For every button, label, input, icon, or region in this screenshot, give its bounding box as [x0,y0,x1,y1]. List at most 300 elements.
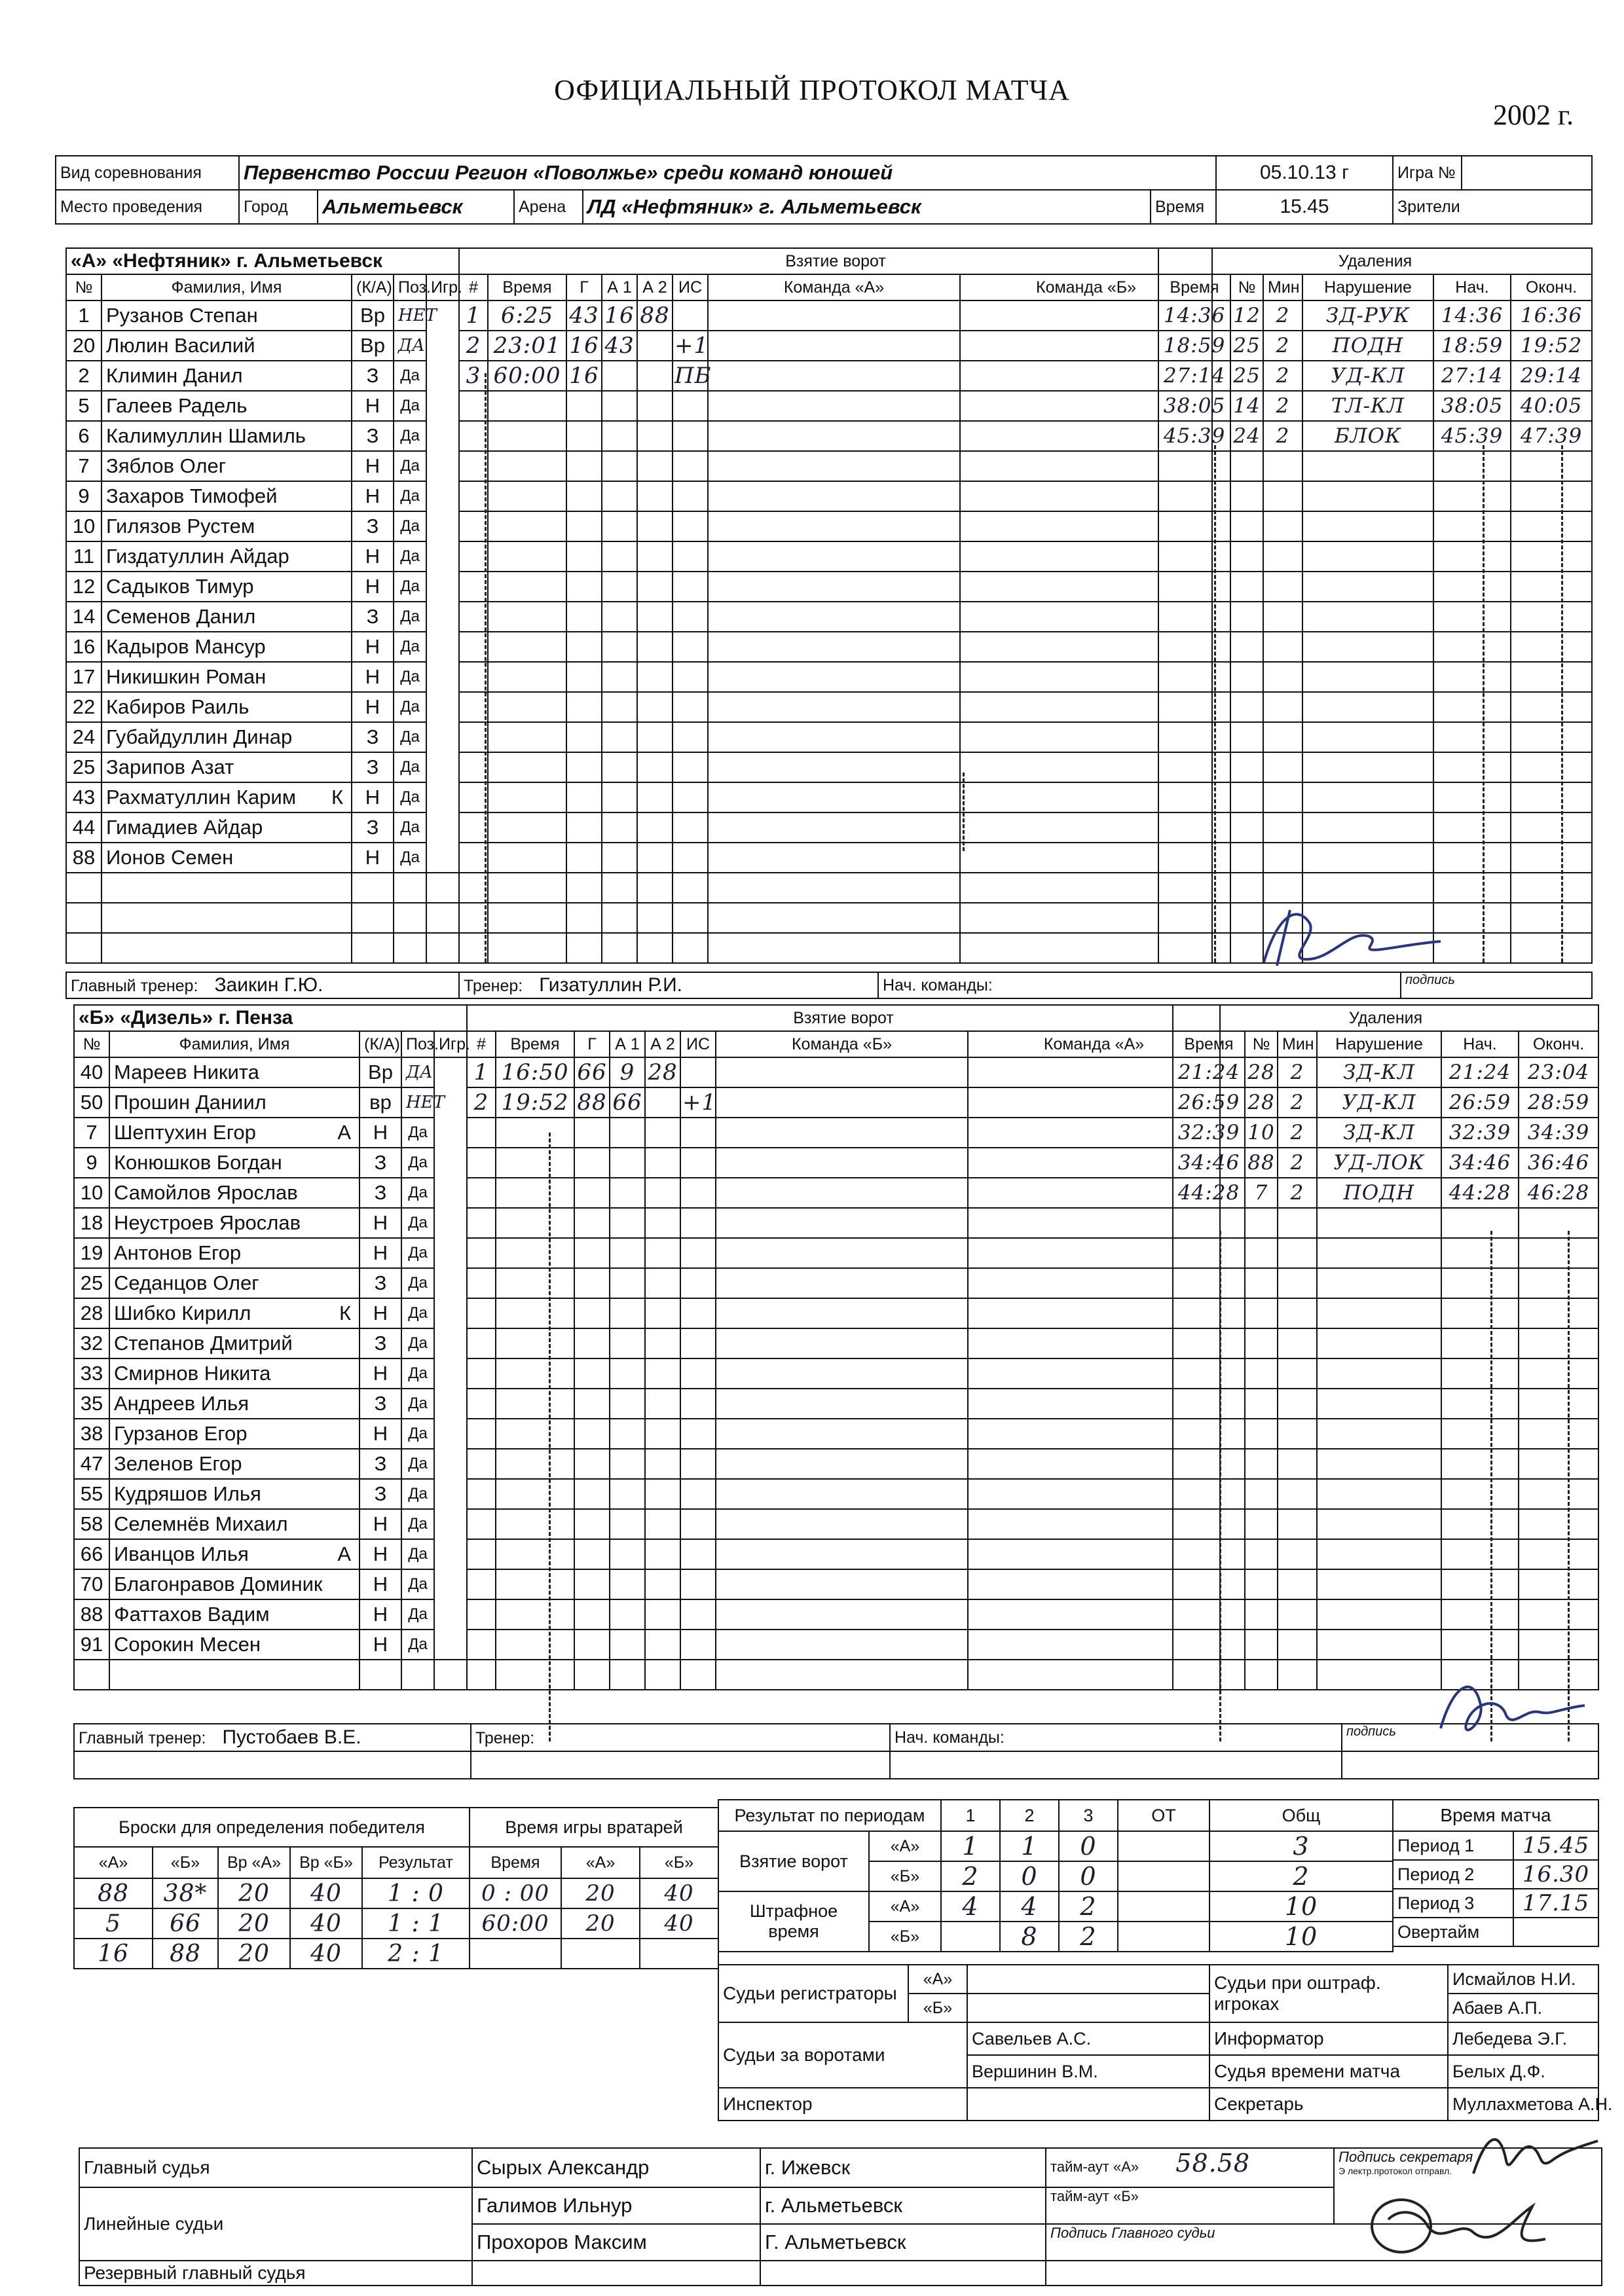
player-number: 6 [66,421,101,451]
player-row [66,391,459,421]
goalie-cell: 60:00 [470,1908,561,1939]
penalty-s [1441,1569,1519,1599]
player-name [101,602,352,632]
penalty-row [1173,1328,1598,1358]
city-label: Город [239,190,318,224]
player-row [66,812,459,843]
goal-a1 [602,843,637,873]
period-results-table [718,1799,1393,1952]
goal-judge-1: Савельев А.С. [967,2022,1209,2055]
player-name-text: Гилязов Рустем [106,515,255,538]
goal-a1 [610,1599,645,1630]
goalie-col: «Б» [640,1847,718,1878]
player-number: 14 [66,602,101,632]
team-chief-label: Нач. команды: [890,1724,1342,1751]
player-row [74,1208,467,1238]
goalie-row [470,1908,718,1939]
penalty-inf [1302,692,1433,722]
goal-is [673,933,708,963]
goal-g [566,391,602,421]
penalty-inf [1317,1660,1441,1690]
penalty-n [1230,602,1263,632]
penalty-e [1511,782,1592,812]
goal-is [673,451,708,481]
goal-a1 [602,812,637,843]
goal-n [459,451,488,481]
penalty-n [1245,1358,1278,1389]
player-name [109,1539,360,1569]
empty-cell [109,1660,360,1690]
penalty-n [1230,752,1263,782]
player-name-text: Неустроев Ярослав [114,1211,301,1234]
player-name-text: Калимуллин Шамиль [106,424,306,447]
goal-n [467,1539,496,1569]
penalty-m [1278,1599,1317,1630]
penalty-s [1433,511,1511,541]
penalty-e: 40:05 [1511,391,1592,421]
penalty-row [1173,1298,1598,1328]
player-plays: Да [401,1509,434,1539]
col-goal-is: ИС [673,274,708,301]
goal-a2 [637,421,673,451]
goal-a2 [637,873,673,903]
penalty-t [1158,933,1230,963]
player-number: 35 [74,1389,109,1419]
player-plays: Да [394,361,426,391]
player-number: 58 [74,1509,109,1539]
player-plays: Да [401,1479,434,1509]
player-position: Н [352,843,394,873]
penalty-s [1433,541,1511,572]
goal-t [488,391,566,421]
team-col-cell [708,662,960,692]
penalty-s [1441,1479,1519,1509]
player-number: 44 [66,812,101,843]
player-plays: Да [394,511,426,541]
col-goal-is: ИС [680,1031,716,1057]
goal-a2 [645,1599,680,1630]
penalties-title: Удаления [1173,1005,1598,1031]
player-number: 43 [66,782,101,812]
player-row [66,692,459,722]
player-row [74,1268,467,1298]
goalie-cell: 40 [640,1908,718,1939]
match-header [55,155,1593,191]
penalty-s [1441,1599,1519,1630]
goals-b-p1: 2 [941,1861,1000,1891]
penalty-e: 36:46 [1519,1148,1598,1178]
penalty-inf: УД-ЛОК [1317,1148,1441,1178]
player-number: 7 [66,451,101,481]
player-name-text: Седанцов Олег [114,1271,259,1294]
col-name: Фамилия, Имя [101,274,352,301]
penalty-n [1230,812,1263,843]
penalty-e [1519,1358,1598,1389]
goal-is: +1 [680,1087,716,1118]
pim-b-ot [1118,1922,1209,1952]
player-name [109,1148,360,1178]
player-number: 2 [66,361,101,391]
goal-g [574,1509,610,1539]
goal-row [467,1660,1220,1690]
penalty-e [1519,1599,1598,1630]
penalty-s [1441,1208,1519,1238]
goal-n: 2 [459,331,488,361]
player-name [109,1509,360,1539]
penalty-t [1173,1298,1245,1328]
penalty-inf: ТЛ-КЛ [1302,391,1433,421]
goal-t [496,1630,574,1660]
goal-n [467,1599,496,1630]
player-name-text: Зарипов Азат [106,756,234,778]
period-results-title: Результат по периодам [718,1800,941,1831]
penalty-m [1278,1208,1317,1238]
penalty-row [1158,812,1592,843]
player-number: 70 [74,1569,109,1599]
goal-t [496,1178,574,1208]
player-number: 9 [74,1148,109,1178]
penalty-inf [1302,812,1433,843]
goal-is [680,1449,716,1479]
col-pen-start: Нач. [1433,274,1511,301]
penalty-e [1519,1569,1598,1599]
player-position: З [360,1328,401,1358]
goal-a2 [645,1178,680,1208]
period-label: Период 3 [1393,1889,1513,1918]
goal-a2 [645,1569,680,1599]
player-plays: Да [394,451,426,481]
venue-label: Место проведения [56,190,239,224]
penalty-s: 45:39 [1433,421,1511,451]
goal-row [459,361,1212,391]
goal-row [467,1449,1220,1479]
penalty-e [1519,1479,1598,1509]
page-title: ОФИЦИАЛЬНЫЙ ПРОТОКОЛ МАТЧА [554,74,1070,106]
player-name-text: Рузанов Степан [106,304,258,327]
penalty-s [1433,602,1511,632]
player-row [74,1118,467,1148]
empty-cell [426,903,459,933]
penalty-s [1433,812,1511,843]
penalty-t [1158,843,1230,873]
reserve-referee-label: Резервный главный судья [79,2261,472,2286]
goal-g [574,1118,610,1148]
team-col-cell [708,903,960,933]
goal-is [673,421,708,451]
penalty-m [1278,1449,1317,1479]
player-number: 88 [74,1599,109,1630]
goal-is [680,1419,716,1449]
player-position: Н [352,541,394,572]
team-col-cell [716,1057,968,1087]
player-number: 10 [74,1178,109,1208]
player-row [74,1178,467,1208]
goal-a2 [645,1389,680,1419]
goal-row [467,1389,1220,1419]
team-col-cell [716,1630,968,1660]
team-col-cell [708,722,960,752]
penalty-row [1158,692,1592,722]
player-position: Н [360,1358,401,1389]
penalty-m [1278,1268,1317,1298]
penalty-m: 2 [1263,421,1302,451]
empty-cell [426,933,459,963]
penalty-n: 10 [1245,1118,1278,1148]
goal-a2 [645,1449,680,1479]
penalty-n [1230,632,1263,662]
player-position: З [360,1389,401,1419]
penalty-e [1519,1630,1598,1660]
penalty-e [1511,933,1592,963]
penalty-t: 26:59 [1173,1087,1245,1118]
player-name [109,1358,360,1389]
penalty-row [1158,602,1592,632]
goal-a1: 43 [602,331,637,361]
empty-cell [66,903,101,933]
penalty-n: 28 [1245,1087,1278,1118]
goal-a1 [610,1569,645,1599]
player-position: З [352,421,394,451]
player-plays: Да [401,1358,434,1389]
goal-n [467,1358,496,1389]
player-position: З [360,1449,401,1479]
penalty-row [1158,481,1592,511]
goal-g: 43 [566,301,602,331]
goal-a2 [645,1268,680,1298]
player-position: З [360,1479,401,1509]
goal-a2 [637,903,673,933]
match-venue [55,189,1593,225]
penalty-inf [1317,1539,1441,1569]
col-pen-end: Оконч. [1519,1031,1598,1057]
penalty-n: 25 [1230,331,1263,361]
player-plays: НЕТ [394,301,426,331]
penalty-m [1278,1509,1317,1539]
penalty-m [1278,1660,1317,1690]
goal-t [488,722,566,752]
penalties-title: Удаления [1158,248,1592,274]
goal-g: 16 [566,361,602,391]
goalie-time-table [469,1807,719,1969]
player-name [101,481,352,511]
penalty-m [1263,511,1302,541]
goal-g [566,933,602,963]
goals-a-ot [1118,1831,1209,1861]
team-b-mark: «Б» [869,1861,941,1891]
goal-row [467,1328,1220,1358]
col-pos: Поз. [401,1031,434,1057]
penalty-inf [1317,1509,1441,1539]
penalty-m [1278,1389,1317,1419]
player-number: 33 [74,1358,109,1389]
player-row [74,1449,467,1479]
goal-g [566,873,602,903]
player-position: З [352,722,394,752]
goalie-row [470,1878,718,1908]
player-position: Н [352,451,394,481]
team-b-signature [1428,1669,1591,1748]
player-plays: Да [401,1449,434,1479]
penalty-s [1433,481,1511,511]
goal-t [496,1419,574,1449]
player-plays: Да [394,541,426,572]
goal-a2 [637,933,673,963]
penalty-row [1158,331,1592,361]
inspector-label: Инспектор [718,2088,967,2121]
goal-g: 66 [574,1057,610,1087]
penalty-e [1519,1449,1598,1479]
player-name-text: Смирнов Никита [114,1362,271,1385]
penalty-row [1158,511,1592,541]
goalie-row [470,1939,718,1969]
match-time-title: Время матча [1393,1800,1598,1831]
col-name: Фамилия, Имя [109,1031,360,1057]
team-b-mark: «Б» [908,1994,967,2022]
penalty-e: 23:04 [1519,1057,1598,1087]
penalty-t [1158,541,1230,572]
goal-row [467,1178,1220,1208]
player-name [101,421,352,451]
team-col-cell [716,1298,968,1328]
col-num: № [66,274,101,301]
penalty-e [1511,752,1592,782]
player-position: Н [352,662,394,692]
player-name [101,572,352,602]
player-row [66,722,459,752]
penalty-n: 14 [1230,391,1263,421]
penalty-row [1173,1118,1598,1148]
goal-is [673,873,708,903]
dashed-line [1219,1231,1221,1741]
goal-row [459,722,1212,752]
goal-g [574,1660,610,1690]
player-number: 22 [66,692,101,722]
player-number: 11 [66,541,101,572]
penalty-m [1263,722,1302,752]
player-row [74,1389,467,1419]
player-name [101,812,352,843]
team-col-cell [716,1238,968,1268]
goal-n [467,1419,496,1449]
player-row [66,632,459,662]
penalty-n [1245,1630,1278,1660]
penalty-t [1173,1539,1245,1569]
player-position: Н [360,1298,401,1328]
penalty-inf [1317,1389,1441,1419]
goal-a1: 66 [610,1087,645,1118]
goalie-cell: 40 [640,1878,718,1908]
goal-is [680,1178,716,1208]
player-row [74,1660,467,1690]
goal-g: 16 [566,331,602,361]
goal-g [574,1479,610,1509]
player-number: 28 [74,1298,109,1328]
player-name-text: Губайдуллин Динар [106,725,293,748]
goal-row [467,1057,1220,1087]
goal-t [496,1208,574,1238]
penalty-s [1441,1238,1519,1268]
team-col-cell [716,1358,968,1389]
player-position: З [352,812,394,843]
penalty-e [1511,541,1592,572]
goal-t [496,1660,574,1690]
goal-is [680,1660,716,1690]
player-name-text: Конюшков Богдан [114,1151,282,1174]
goal-a2 [637,692,673,722]
penalty-e: 34:39 [1519,1118,1598,1148]
goal-g: 88 [574,1087,610,1118]
penalty-row [1173,1479,1598,1509]
goal-n [459,572,488,602]
player-plays: Да [401,1298,434,1328]
penalty-n: 25 [1230,361,1263,391]
penalty-row [1173,1569,1598,1599]
penalty-e: 46:28 [1519,1178,1598,1208]
goal-a1 [602,541,637,572]
goal-t [488,572,566,602]
penalty-row [1158,361,1592,391]
penalty-e [1511,692,1592,722]
period-time: 15.45 [1513,1831,1598,1860]
player-position: Н [360,1539,401,1569]
penalty-s [1433,752,1511,782]
penalty-n [1230,511,1263,541]
penalty-inf [1317,1358,1441,1389]
team-col-cell [708,451,960,481]
penalty-s [1433,451,1511,481]
penalty-m [1263,843,1302,873]
player-name [101,451,352,481]
shootout-col: Результат [362,1847,470,1878]
goal-row [467,1509,1220,1539]
goal-t [488,632,566,662]
goal-a2 [645,1238,680,1268]
goal-g [566,602,602,632]
empty-cell [352,903,394,933]
penalty-inf: ЗД-КЛ [1317,1118,1441,1148]
player-position: вр [360,1087,401,1118]
goals-b-p2: 0 [1000,1861,1059,1891]
goal-is [673,602,708,632]
penalty-m [1263,602,1302,632]
timeout-b-label: тайм-аут «Б» [1046,2187,1334,2224]
col-pen-infraction: Нарушение [1317,1031,1441,1057]
col-team-a: Команда «А» [968,1031,1220,1057]
pim-a-p1: 4 [941,1891,1000,1922]
penalty-s [1441,1298,1519,1328]
goal-t [496,1509,574,1539]
penalty-n [1245,1298,1278,1328]
penalty-row [1158,421,1592,451]
team-col-cell [716,1389,968,1419]
goal-row [467,1268,1220,1298]
goal-is [673,301,708,331]
player-name-text: Андреев Илья [114,1392,249,1415]
goal-n [459,511,488,541]
time-label: Время [1151,190,1216,224]
penalty-s [1441,1539,1519,1569]
goal-a2 [645,1630,680,1660]
goal-g [566,812,602,843]
player-name [109,1057,360,1087]
penalty-t [1173,1389,1245,1419]
goal-a1 [610,1479,645,1509]
player-name-text: Благонравов Доминик [114,1573,323,1595]
penalty-t [1158,451,1230,481]
player-plays: Да [394,812,426,843]
goal-n: 1 [459,301,488,331]
goal-row [467,1419,1220,1449]
